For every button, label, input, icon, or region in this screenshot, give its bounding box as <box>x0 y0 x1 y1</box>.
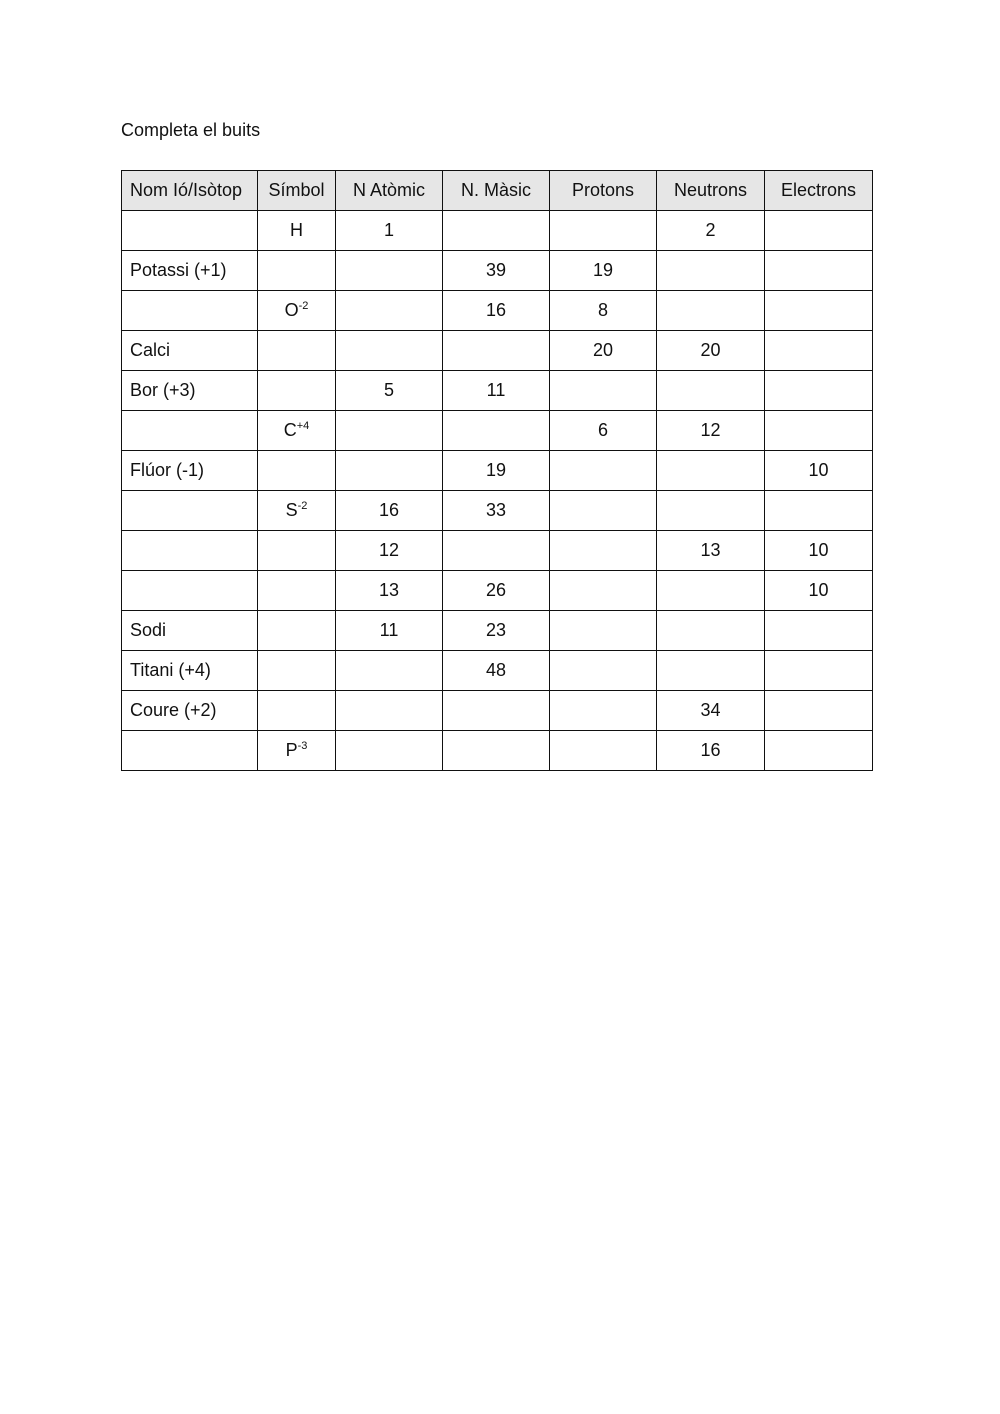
mass-number-cell <box>443 211 550 251</box>
element-symbol: H <box>290 220 303 240</box>
name-cell <box>122 491 258 531</box>
mass-number-cell: 33 <box>443 491 550 531</box>
symbol-cell <box>258 531 336 571</box>
atomic-number-cell: 5 <box>336 371 443 411</box>
symbol-cell <box>258 291 336 331</box>
header-electrons: Electrons <box>765 171 873 211</box>
mass-number-cell: 23 <box>443 611 550 651</box>
element-symbol: C <box>283 420 297 440</box>
neutrons-cell <box>657 571 765 611</box>
electrons-cell <box>765 611 873 651</box>
ion-charge: -3 <box>297 740 308 752</box>
table-row <box>122 371 873 411</box>
symbol-cell <box>258 211 336 251</box>
name-cell <box>122 531 258 571</box>
protons-cell: 6 <box>550 411 657 451</box>
atomic-number-cell <box>336 731 443 771</box>
atomic-number-cell <box>336 251 443 291</box>
atomic-number-cell <box>336 651 443 691</box>
atomic-number-cell <box>336 411 443 451</box>
atomic-number-cell <box>336 451 443 491</box>
electrons-cell <box>765 331 873 371</box>
electrons-cell <box>765 211 873 251</box>
table-row <box>122 491 873 531</box>
neutrons-cell: 20 <box>657 331 765 371</box>
header-protons: Protons <box>550 171 657 211</box>
atomic-number-cell: 12 <box>336 531 443 571</box>
table-row <box>122 411 873 451</box>
symbol-cell <box>258 691 336 731</box>
neutrons-cell: 13 <box>657 531 765 571</box>
table-row <box>122 731 873 771</box>
name-cell <box>122 291 258 331</box>
electrons-cell: 10 <box>765 531 873 571</box>
header-symbol: Símbol <box>258 171 336 211</box>
neutrons-cell <box>657 611 765 651</box>
atomic-number-cell <box>336 331 443 371</box>
protons-cell <box>550 211 657 251</box>
electrons-cell <box>765 411 873 451</box>
symbol-cell <box>258 731 336 771</box>
electrons-cell <box>765 691 873 731</box>
table-header-row <box>122 171 873 211</box>
protons-cell <box>550 691 657 731</box>
electrons-cell: 10 <box>765 571 873 611</box>
symbol-cell <box>258 491 336 531</box>
protons-cell: 8 <box>550 291 657 331</box>
neutrons-cell: 2 <box>657 211 765 251</box>
atomic-number-cell: 13 <box>336 571 443 611</box>
protons-cell: 19 <box>550 251 657 291</box>
neutrons-cell <box>657 371 765 411</box>
table-row <box>122 531 873 571</box>
name-cell <box>122 411 258 451</box>
table-body <box>122 211 873 771</box>
name-cell: Coure (+2) <box>122 691 258 731</box>
atomic-number-cell: 11 <box>336 611 443 651</box>
protons-cell <box>550 371 657 411</box>
name-cell <box>122 731 258 771</box>
neutrons-cell: 34 <box>657 691 765 731</box>
name-cell: Calci <box>122 331 258 371</box>
name-cell: Potassi (+1) <box>122 251 258 291</box>
table-row <box>122 571 873 611</box>
mass-number-cell <box>443 411 550 451</box>
name-cell: Bor (+3) <box>122 371 258 411</box>
table-row <box>122 291 873 331</box>
ion-charge: -2 <box>298 300 309 312</box>
neutrons-cell <box>657 651 765 691</box>
mass-number-cell: 19 <box>443 451 550 491</box>
neutrons-cell: 12 <box>657 411 765 451</box>
mass-number-cell <box>443 691 550 731</box>
electrons-cell <box>765 731 873 771</box>
table-row <box>122 611 873 651</box>
ion-isotope-table <box>121 170 873 771</box>
protons-cell: 20 <box>550 331 657 371</box>
protons-cell <box>550 531 657 571</box>
mass-number-cell <box>443 331 550 371</box>
electrons-cell: 10 <box>765 451 873 491</box>
atomic-number-cell: 1 <box>336 211 443 251</box>
neutrons-cell <box>657 451 765 491</box>
table-row <box>122 691 873 731</box>
symbol-cell <box>258 611 336 651</box>
protons-cell <box>550 611 657 651</box>
neutrons-cell: 16 <box>657 731 765 771</box>
electrons-cell <box>765 491 873 531</box>
symbol-cell <box>258 451 336 491</box>
protons-cell <box>550 731 657 771</box>
table-row <box>122 211 873 251</box>
electrons-cell <box>765 371 873 411</box>
name-cell <box>122 571 258 611</box>
symbol-cell <box>258 371 336 411</box>
mass-number-cell <box>443 731 550 771</box>
table-row <box>122 451 873 491</box>
table-row <box>122 331 873 371</box>
symbol-cell <box>258 411 336 451</box>
table-row <box>122 651 873 691</box>
mass-number-cell: 26 <box>443 571 550 611</box>
symbol-cell <box>258 571 336 611</box>
element-symbol: O <box>284 300 299 320</box>
symbol-cell <box>258 651 336 691</box>
name-cell: Titani (+4) <box>122 651 258 691</box>
element-symbol: P <box>285 740 298 760</box>
atomic-number-cell <box>336 291 443 331</box>
table-row <box>122 251 873 291</box>
neutrons-cell <box>657 291 765 331</box>
protons-cell <box>550 491 657 531</box>
neutrons-cell <box>657 491 765 531</box>
symbol-cell <box>258 331 336 371</box>
ion-charge: +4 <box>296 420 310 432</box>
name-cell: Sodi <box>122 611 258 651</box>
header-neutrons: Neutrons <box>657 171 765 211</box>
ion-charge: -2 <box>297 500 308 512</box>
electrons-cell <box>765 651 873 691</box>
neutrons-cell <box>657 251 765 291</box>
protons-cell <box>550 451 657 491</box>
protons-cell <box>550 571 657 611</box>
mass-number-cell <box>443 531 550 571</box>
mass-number-cell: 48 <box>443 651 550 691</box>
header-atomic-number: N Atòmic <box>336 171 443 211</box>
header-mass-number: N. Màsic <box>443 171 550 211</box>
protons-cell <box>550 651 657 691</box>
electrons-cell <box>765 251 873 291</box>
mass-number-cell: 16 <box>443 291 550 331</box>
name-cell: Flúor (-1) <box>122 451 258 491</box>
electrons-cell <box>765 291 873 331</box>
name-cell <box>122 211 258 251</box>
symbol-cell <box>258 251 336 291</box>
mass-number-cell: 39 <box>443 251 550 291</box>
atomic-number-cell <box>336 691 443 731</box>
element-symbol: S <box>285 500 298 520</box>
page-title: Completa el buits <box>121 120 261 140</box>
atomic-number-cell: 16 <box>336 491 443 531</box>
header-name: Nom Ió/Isòtop <box>122 171 258 211</box>
mass-number-cell: 11 <box>443 371 550 411</box>
